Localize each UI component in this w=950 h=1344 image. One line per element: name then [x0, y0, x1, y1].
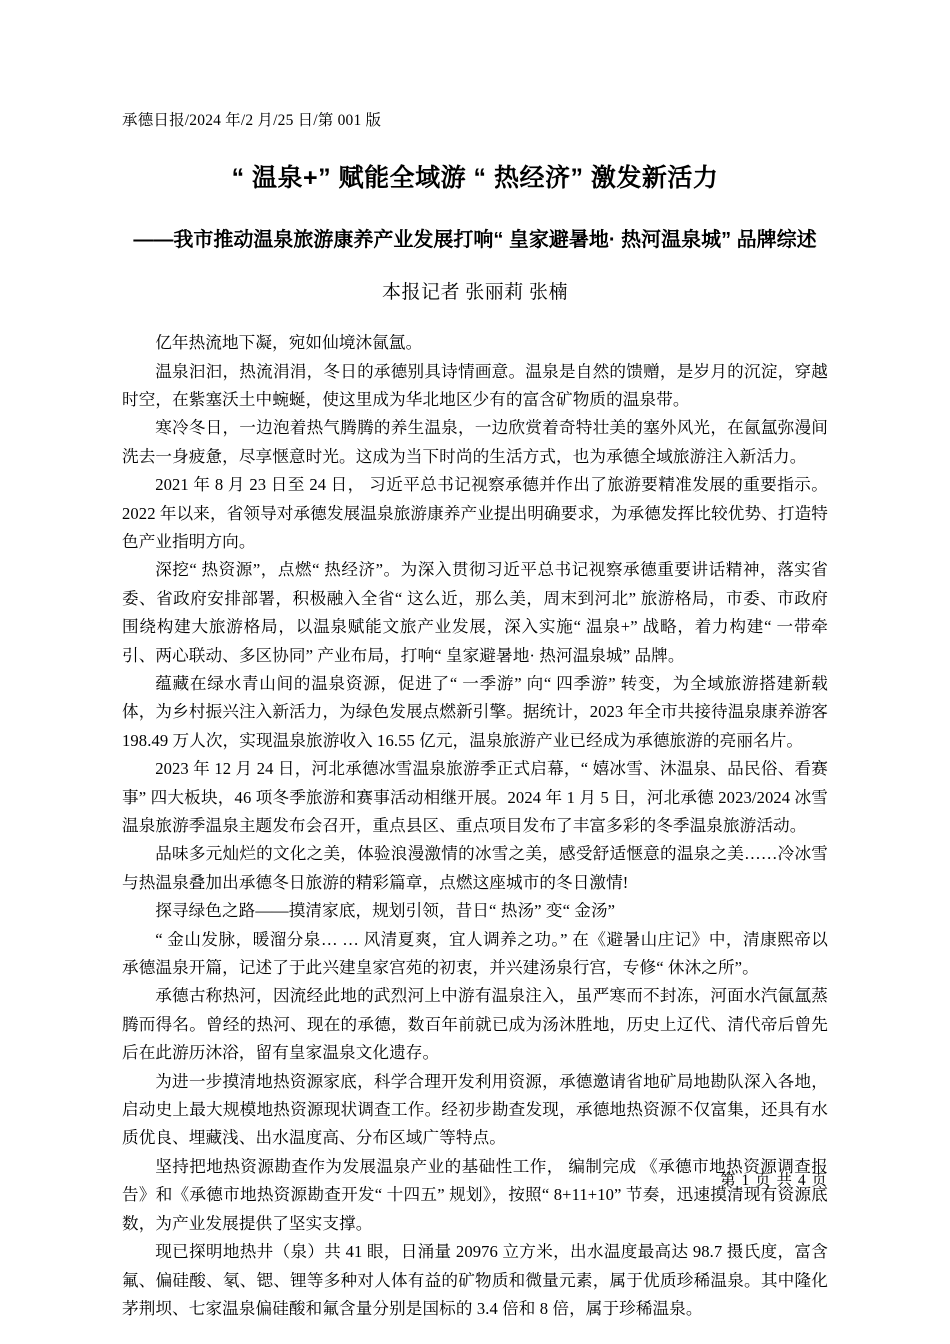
headline-main: “ 温泉+” 赋能全域游 “ 热经济” 激发新活力 [231, 164, 719, 193]
article-paragraph: “ 金山发脉，暖溜分泉… … 风清夏爽，宜人调养之功。” 在《避暑山庄记》中，清康熙帝以承德温泉开篇，记述了于此兴建皇家宫苑的初衷，并兴建汤泉行宫，专修“ 休沐之所”。 [122, 929, 828, 978]
article-paragraph: 探寻绿色之路——摸清家底，规划引领，昔日“ 热汤” 变“ 金汤” [155, 901, 616, 921]
byline: 本报记者 张丽莉 张楠 [381, 281, 568, 303]
article-paragraph: 为进一步摸清地热资源家底，科学合理开发利用资源，承德邀请省地矿局地勘队深入各地，启动史上最大规模地热资源现状调查工作。经初步勘查发现，承德地热资源不仅富集，还具有水质优良、埋藏浅、出水温度高、分布区域广等特点。 [122, 1071, 828, 1148]
page-footer: 第 1 页 共 4 页 [720, 1172, 828, 1189]
article-paragraph: 品味多元灿烂的文化之美，体验浪漫激情的冰雪之美，感受舒适惬意的温泉之美……冷冰雪与热温泉叠加出承德冬日旅游的精彩篇章，点燃这座城市的冬日激情! [122, 844, 828, 892]
headline-subtitle: ——我市推动温泉旅游康养产业发展打响“ 皇家避暑地· 热河温泉城” 品牌综述 [133, 228, 817, 251]
article-paragraph: 2023 年 12 月 24 日，河北承德冰雪温泉旅游季正式启幕，“ 嬉冰雪、沐温泉、品民俗、看赛事” 四大板块，46 项冬季旅游和赛事活动相继开展。2024 年 1 月 5 日，河北承德 2023/2024 冰雪温泉旅游季温泉主题发布会召开，重点县区、重点项目发布了丰富多彩的冬季温泉旅游活动。 [122, 759, 828, 835]
article-paragraph: 蕴藏在绿水青山间的温泉资源，促进了“ 一季游” 向“ 四季游” 转变，为全域旅游搭建新载体，为乡村振兴注入新活力，为绿色发展点燃新引擎。据统计，2023 年全市共接待温泉康养游客 198.49 万人次，实现温泉旅游收入 16.55 亿元，温泉旅游产业已经成为承德旅游的亮丽名片。 [122, 673, 828, 750]
headline-block [122, 160, 828, 307]
article-paragraph: 承德古称热河，因流经此地的武烈河上中游有温泉注入，虽严寒而不封冻，河面水汽氤氲蒸腾而得名。曾经的热河、现在的承德，数百年前就已成为汤沐胜地，历史上辽代、清代帝后曾先后在此游历沐浴，留有皇家温泉文化遗存。 [122, 986, 828, 1063]
article-paragraph: 深挖“ 热资源”，点燃“ 热经济”。为深入贯彻习近平总书记视察承德重要讲话精神，落实省委、省政府安排部署，积极融入全省“ 这么近，那么美，周末到河北” 旅游格局，市委、市政府围绕构建大旅游格局，以温泉赋能文旅产业发展，深入实施“ 温泉+” 战略，着力构建“ 一带牵引、两心联动、多区协同” 产业布局，打响“ 皇家避暑地· 热河温泉城” 品牌。 [122, 560, 828, 665]
article-paragraph: 2021 年 8 月 23 日至 24 日， 习近平总书记视察承德并作出了旅游要精准发展的重要指示。2022 年以来，省领导对承德发展温泉旅游康养产业提出明确要求，为承德发挥比较优势、打造特色产业指明方向。 [122, 475, 828, 551]
article-paragraph: 寒冷冬日，一边泡着热气腾腾的养生温泉，一边欣赏着奇特壮美的塞外风光，在氤氲弥漫间洗去一身疲惫，尽享惬意时光。这成为当下时尚的生活方式，也为承德全域旅游注入新活力。 [122, 418, 828, 466]
article-paragraph: 亿年热流地下凝，宛如仙境沐氤氲。 [155, 333, 423, 353]
article-paragraph: 温泉汩汩，热流涓涓，冬日的承德别具诗情画意。温泉是自然的馈赠，是岁月的沉淀，穿越时空，在紫塞沃土中蜿蜒，使这里成为华北地区少有的富含矿物质的温泉带。 [122, 361, 828, 409]
article-paragraph: 坚持把地热资源勘查作为发展温泉产业的基础性工作， 编制完成 《承德市地热资源调查报告》和《承德市地热资源勘查开发“ 十四五” 规划》，按照“ 8+11+10” 节奏，迅速摸清现有资源底数，为产业发展提供了坚实支撑。 [122, 1156, 828, 1233]
masthead-line: 承德日报/2024 年/2 月/25 日/第 001 版 [122, 112, 382, 129]
document-content [122, 108, 828, 1323]
article-paragraph: 现已探明地热井（泉）共 41 眼，日涌量 20976 立方米，出水温度最高达 98.7 摄氏度，富含氟、偏硅酸、氡、锶、锂等多种对人体有益的矿物质和微量元素，属于优质珍稀温泉。其中隆化茅荆坝、七家温泉偏硅酸和氟含量分别是国标的 3.4 倍和 8 倍，属于珍稀温泉。 [122, 1242, 828, 1318]
